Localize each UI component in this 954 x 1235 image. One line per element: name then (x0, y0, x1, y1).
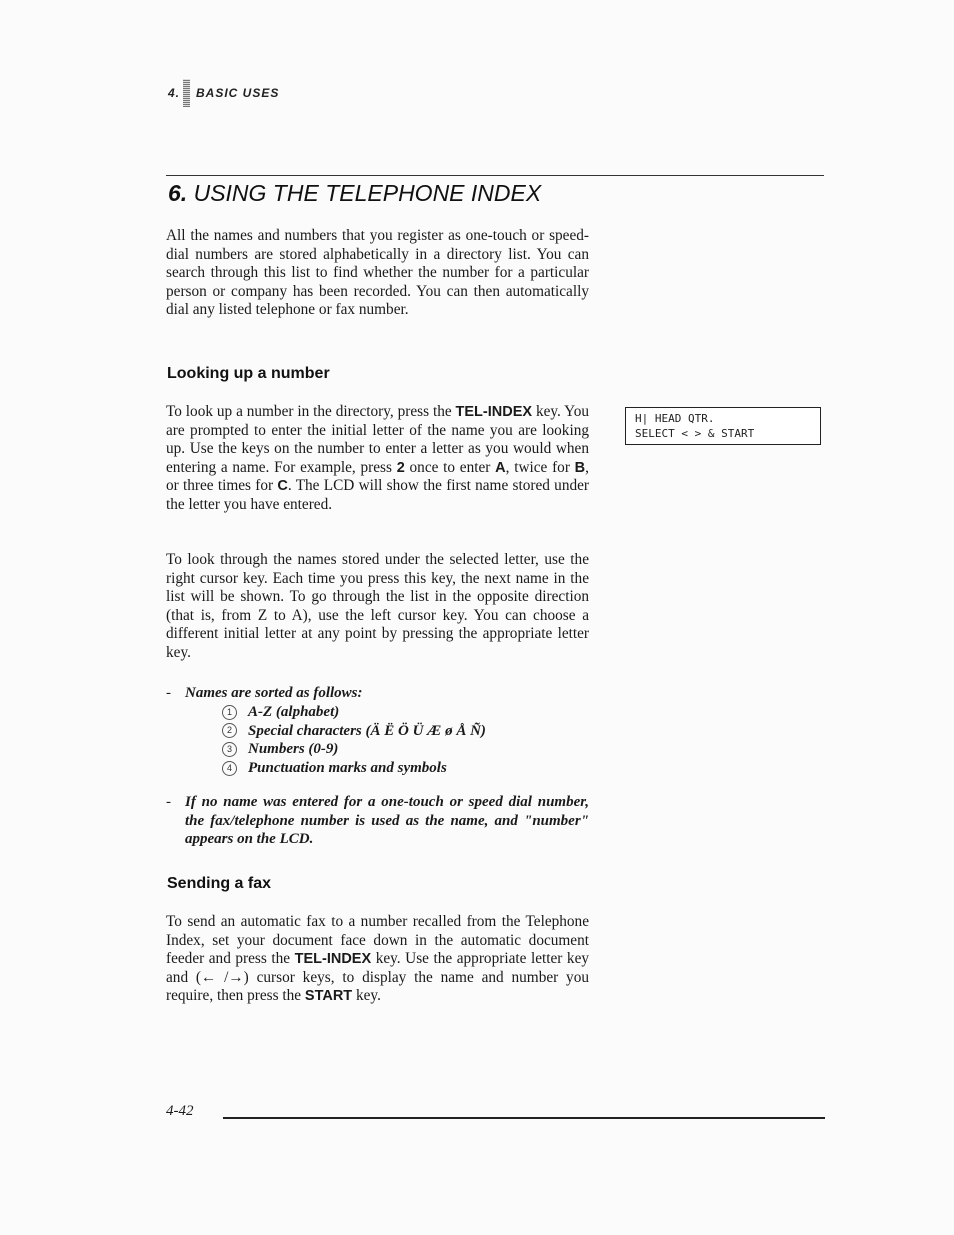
list-item: 3 Numbers (0-9) (222, 740, 486, 759)
note-dash: - (166, 685, 171, 701)
page-number: 4-42 (166, 1103, 194, 1119)
running-header (168, 78, 279, 108)
intro-paragraph: All the names and numbers that you register as one-touch or speed-dial numbers are stored alphabetically in a directory list. You can search through this list to find whether the number for a particular person or company has been recorded. You can then automatically dial any listed telephone or fax number. (166, 227, 589, 319)
circled-number-icon: 4 (222, 761, 237, 776)
chapter-number: 4. (168, 86, 181, 100)
lcd-display (625, 407, 821, 445)
sorted-note (166, 684, 589, 703)
key-b: B (574, 459, 586, 476)
start-key: START (304, 988, 353, 1005)
title-text: USING THE TELEPHONE INDEX (193, 180, 542, 206)
section-name: BASIC USES (196, 86, 280, 100)
tel-index-key: TEL-INDEX (455, 404, 533, 420)
circled-number-icon: 3 (222, 742, 237, 757)
lcd-line-1: H| HEAD QTR. (635, 412, 715, 425)
sending-heading: Sending a fax (167, 875, 272, 892)
intro-block (166, 227, 589, 320)
circled-number-icon: 1 (222, 705, 237, 720)
key-c: C (277, 478, 288, 495)
no-name-note (166, 793, 589, 849)
list-item: 1 A-Z (alphabet) (222, 703, 486, 722)
looking-up-block-2 (166, 551, 589, 663)
title-number: 6. (168, 180, 188, 206)
looking-up-block (166, 403, 589, 515)
circled-number-icon: 2 (222, 723, 237, 738)
lcd-line-2: SELECT < > & START (635, 427, 755, 440)
tel-index-key: TEL-INDEX (294, 951, 372, 968)
no-name-note-text: If no name was entered for a one-touch or speed dial number, the fax/telephone number is used as the name, and "number" appears on the LCD. (185, 794, 589, 848)
footer-rule (223, 1117, 825, 1119)
looking-up-heading: Looking up a number (167, 365, 330, 382)
note-dash: - (166, 794, 171, 810)
looking-up-paragraph-2: To look through the names stored under the selected letter, use the right cursor key. Each time you press this key, the next name in the list will be shown. To go through the list in the opposite direction (that is, from Z to A), use the left cursor key. You can choose a different initial letter at any point by pressing the appropriate letter key. (166, 551, 589, 661)
title-rule (166, 175, 824, 176)
key-a: A (495, 459, 506, 476)
page-title (168, 180, 541, 207)
sending-paragraph: To send an automatic fax to a number recalled from the Telephone Index, set your document face down in the automatic document feeder and press the TEL-INDEX key. Use the appropriate letter key and (← /→) cursor keys, to display the name and number you require, then press the START key. (166, 913, 590, 1005)
sorted-intro: Names are sorted as follows: (185, 685, 363, 701)
key-2: 2 (396, 459, 405, 476)
list-item: 2 Special characters (Ä Ë Ö Ü Æ ø Å Ñ) (222, 722, 486, 741)
sort-order-list (222, 703, 486, 777)
header-bar-icon (183, 79, 190, 107)
sending-block (166, 913, 589, 1006)
list-item: 4 Punctuation marks and symbols (222, 759, 486, 778)
looking-up-paragraph-1: To look up a number in the directory, press the TEL-INDEX key. You are prompted to enter the initial letter of the name you are looking up. Use the keys on the number to enter a letter as you would when entering a name. For example, press 2 once to enter A, twice for B, or three times for C. The LCD will show the first name stored under the letter you have entered. (166, 403, 590, 513)
